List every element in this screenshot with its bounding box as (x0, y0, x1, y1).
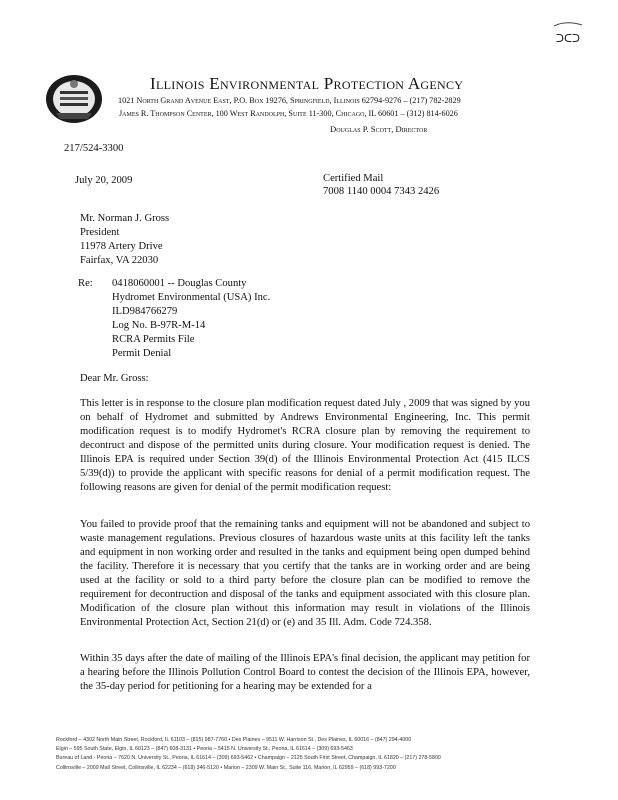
recipient-line: Fairfax, VA 22030 (80, 255, 159, 266)
footer-regional-offices (56, 736, 566, 773)
paragraph-response: This letter is in response to the closure plan modification request dated July , 2009 that was signed by you on behalf of Hydromet and submitted by Andrews Environmental Engineering, Inc. This permit modification request is to modify Hydromet's RCRA closure plan by removing the requirement to decontruct and dispose of the permitted units during closure. Your modification request is denied. The Illinois EPA is required under Section 39(d) of the Illinois Environmental Protection Act (415 ILCS 5/39(d)) to provide the applicant with specific reasons for denial of a permit modification request. The following reasons are given for denial of the permit modification request: (80, 398, 530, 493)
footer-line: Elgin – 595 South State, Elgin, IL 60123 – (847) 608-3131 • Peoria – 5415 N. University St., Peoria, IL 61614 – (309) 693-5463 (56, 746, 353, 753)
salutation: Dear Mr. Gross: (80, 373, 149, 384)
paragraph-reasons: You failed to provide proof that the remaining tanks and equipment will not be abandoned and subject to waste management regulations. Previous closures of hazardous waste units at this facility left the tanks and equipment in non working order and resulted in the tanks and equipment being open dumped behind the facility. Therefore it is necessary that you certify that the tanks are in working order and are being used at the facility or sold to a third party before the closure plan can be modified to remove the requirement for decontruction and disposal of the tanks and equipment associated with this closure plan. Modification of the closure plan without this information may result in violations of the Illinois Environmental Protection Act, Section 21(d) or (e) and 35 Ill. Adm. Code 724.358. (80, 519, 530, 628)
letterhead-address-springfield: 1021 North Grand Avenue East, P.O. Box 19276, Springfield, Illinois 62794-9276 – (217) 782-2829 (118, 96, 461, 105)
agency-name: Illinois Environmental Protection Agency (150, 74, 464, 93)
certified-mail-number: 7008 1140 0004 7343 2426 (323, 186, 440, 197)
re-block (112, 277, 270, 361)
footer-line: Bureau of Land - Peoria – 7620 N. University St., Peoria, IL 61614 – (309) 693-5462 • Champaign – 2125 South First Street, Champaign, IL 61820 – (217) 278-5800 (56, 755, 441, 762)
recipient-line: 11978 Artery Drive (80, 241, 163, 252)
paragraph-appeal: Within 35 days after the date of mailing of the Illinois EPA's final decision, the applicant may petition for a hearing before the Illinois Pollution Control Board to contest the decision of the Illinois EPA, however, the 35-day period for petitioning for a hearing may be extended for a (80, 653, 530, 692)
recipient-address (80, 212, 169, 268)
certified-mail-label: Certified Mail (323, 173, 384, 184)
re-line: ILD984766279 (112, 306, 178, 317)
re-line: Hydromet Environmental (USA) Inc. (112, 292, 271, 303)
phone-number: 217/524-3300 (64, 143, 124, 154)
recipient-line: Mr. Norman J. Gross (80, 213, 170, 224)
re-line: RCRA Permits File (112, 334, 195, 345)
footer-line: Collinsville – 2009 Mall Street, Collinsville, IL 62234 – (618) 346-5120 • Marion – 2309 W. Main St., Suite 116, Marion, IL 62959 – (618) 993-7200 (56, 764, 396, 771)
footer-line: Rockford – 4302 North Main Street, Rockford, IL 61103 – (815) 987-7760 • Des Plaines – 9511 W. Harrison St., Des Plaines, IL 60016 – (847) 294-4000 (56, 737, 412, 743)
state-seal-icon (44, 73, 104, 125)
re-label: Re: (78, 278, 93, 289)
letter-date: July 20, 2009 (75, 175, 133, 186)
stamp-mark (548, 18, 588, 48)
letterhead-address-chicago: James R. Thompson Center, 100 West Randolph, Suite 11-300, Chicago, IL 60601 – (312) 814-6026 (119, 109, 458, 118)
re-line: Log No. B-97R-M-14 (112, 320, 206, 331)
re-line: 0418060001 -- Douglas County (112, 278, 247, 289)
re-line: Permit Denial (112, 348, 172, 359)
recipient-line: President (80, 227, 120, 238)
director-name: Douglas P. Scott, Director (330, 124, 428, 134)
stamp-text: ᑐᑕᑐ (556, 33, 581, 45)
